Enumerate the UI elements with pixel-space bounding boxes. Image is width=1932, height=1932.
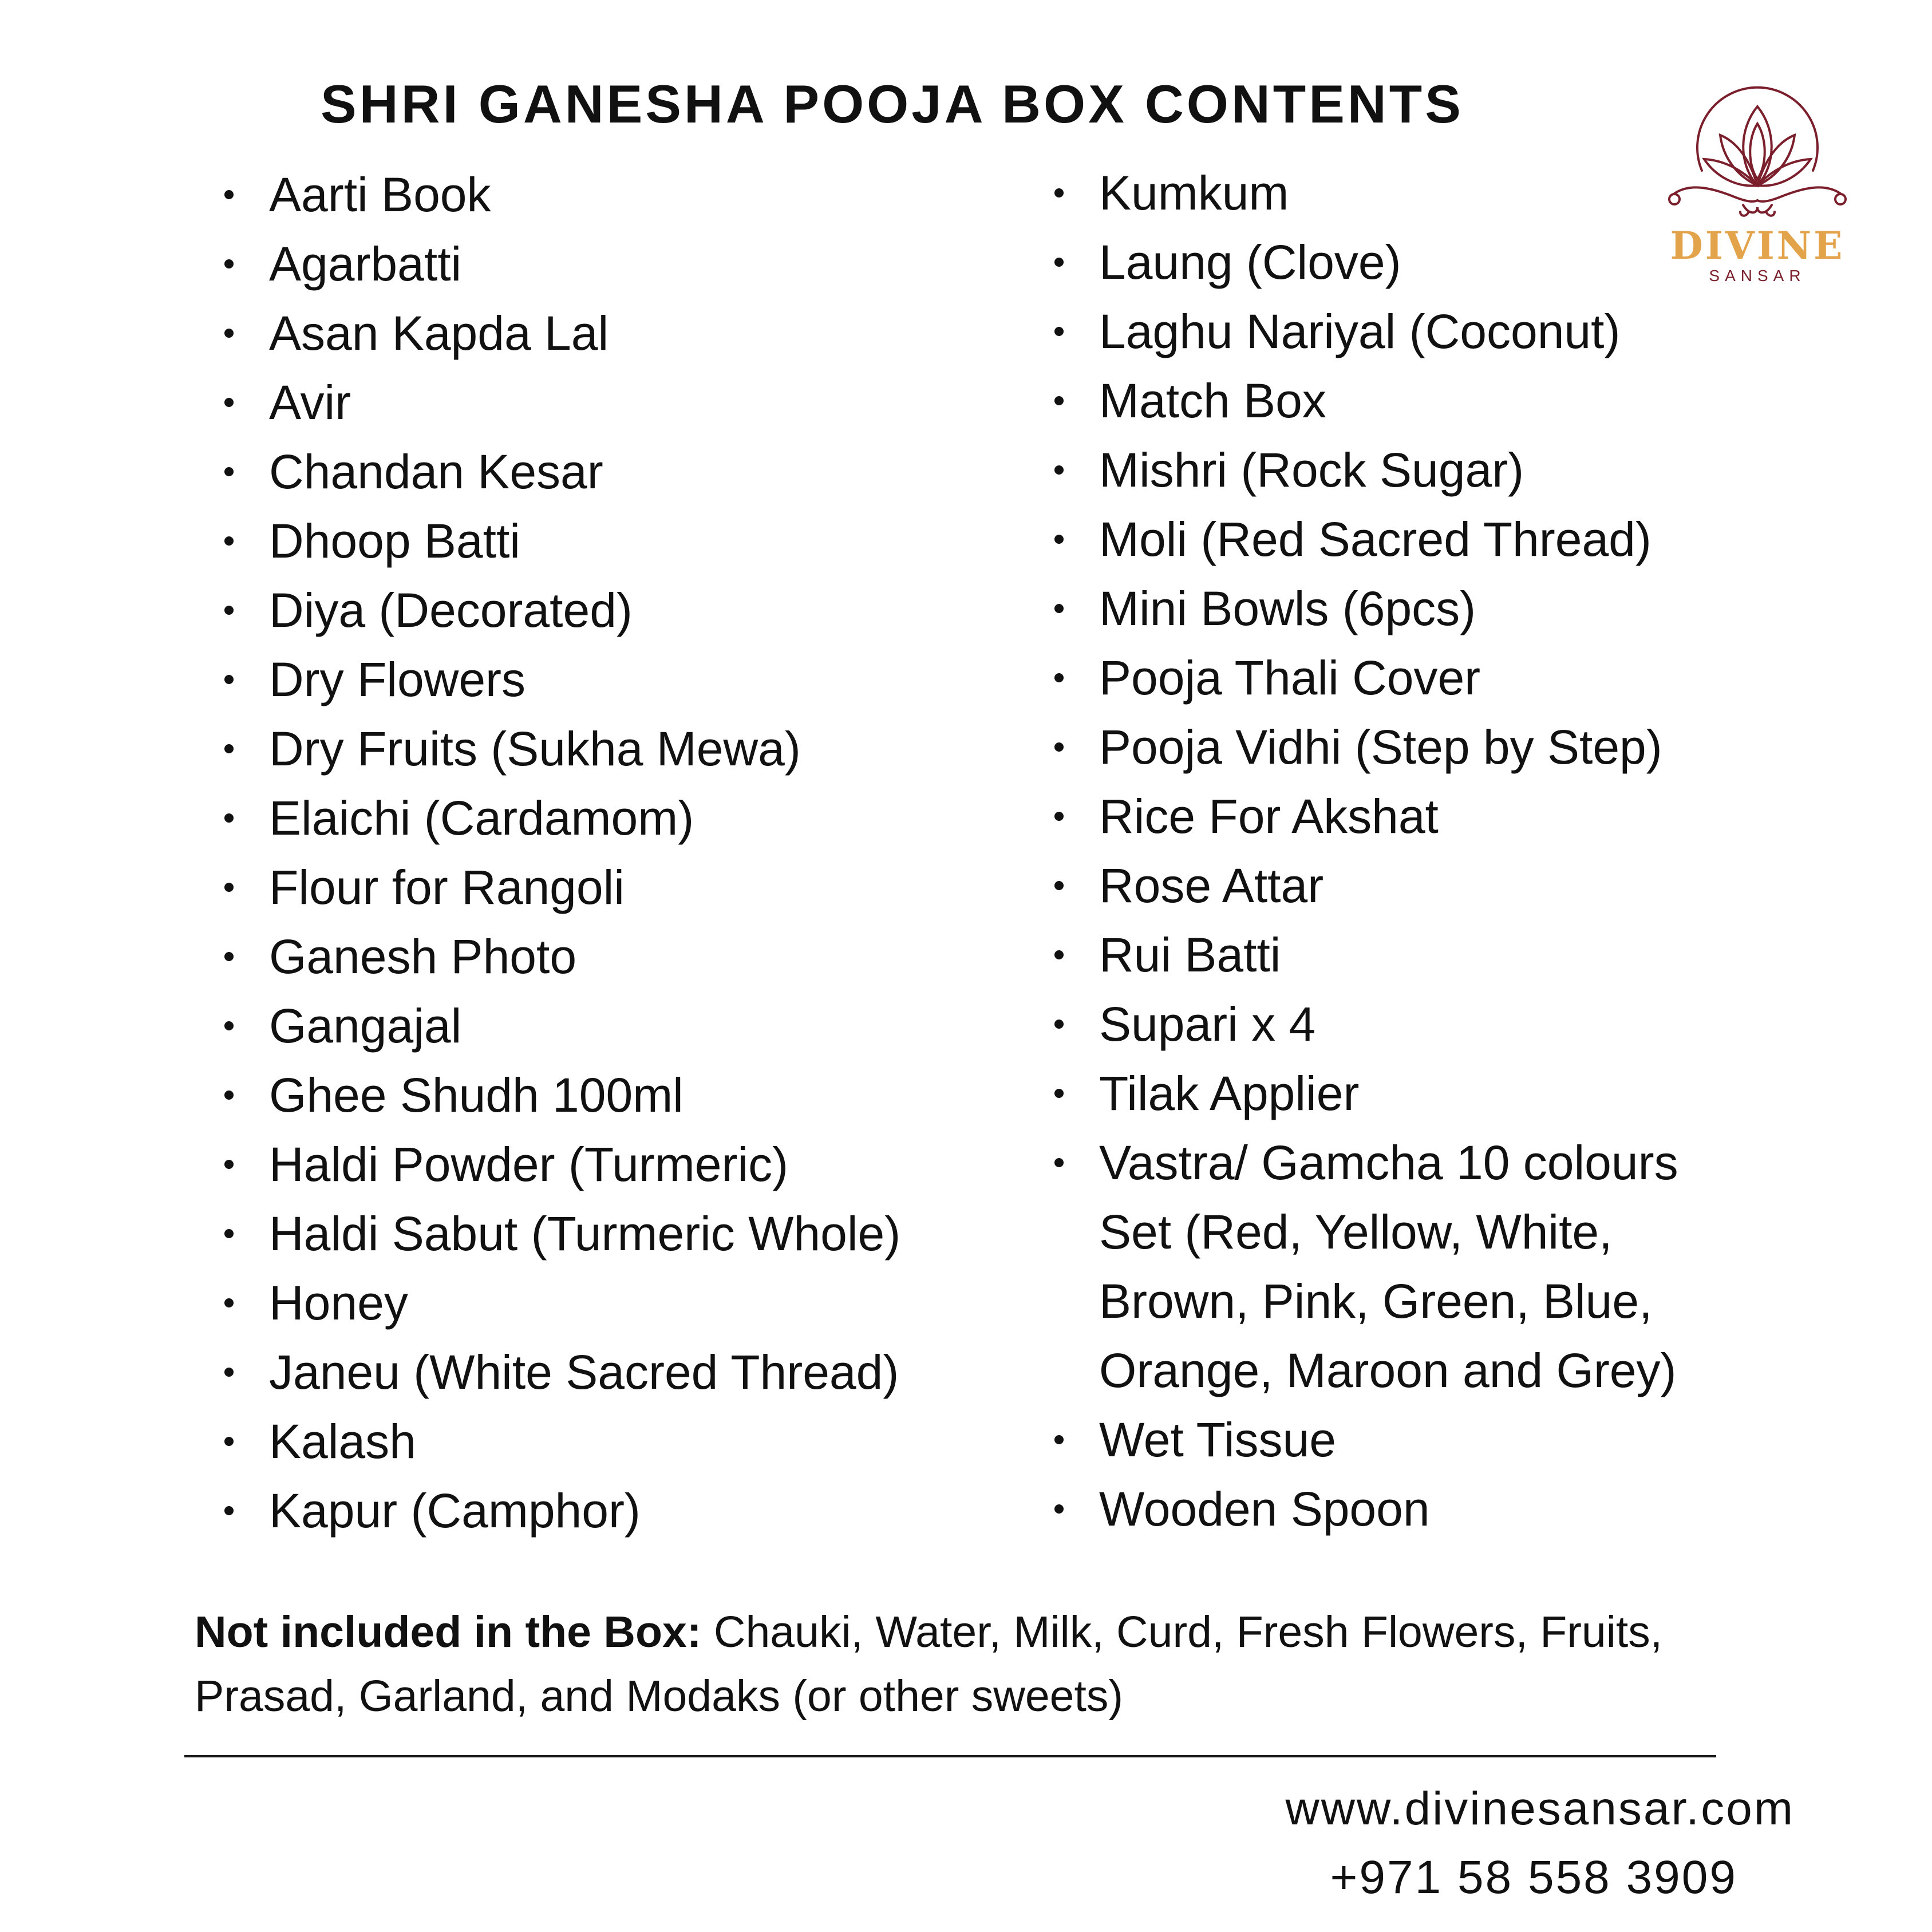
list-item: Dry Fruits (Sukha Mewa) — [223, 714, 1025, 784]
list-item: Asan Kapda Lal — [223, 299, 1025, 368]
contact-info — [1286, 1775, 1795, 1912]
list-item: Kalash — [223, 1407, 1025, 1476]
list-item: Kapur (Camphor) — [223, 1476, 1025, 1546]
list-item: Gangajal — [223, 991, 1025, 1061]
list-item: Pooja Vidhi (Step by Step) — [1053, 713, 1712, 782]
list-item: Rice For Akshat — [1053, 782, 1712, 851]
divider — [184, 1755, 1716, 1757]
list-item: Elaichi (Cardamom) — [223, 784, 1025, 853]
list-item: Kumkum — [1053, 159, 1712, 228]
list-item: Ghee Shudh 100ml — [223, 1061, 1025, 1130]
list-item: Pooja Thali Cover — [1053, 643, 1712, 713]
contents-list-right — [1053, 159, 1712, 1544]
list-item: Supari x 4 — [1053, 990, 1712, 1059]
list-item: Aarti Book — [223, 160, 1025, 230]
list-item: Laghu Nariyal (Coconut) — [1053, 297, 1712, 366]
list-item: Avir — [223, 368, 1025, 437]
list-item: Agarbatti — [223, 230, 1025, 299]
list-item: Laung (Clove) — [1053, 228, 1712, 297]
list-item: Ganesh Photo — [223, 922, 1025, 991]
list-item: Rui Batti — [1053, 920, 1712, 990]
not-included-text: Chauki, Water, Milk, Curd, Fresh Flowers, Fruits, Prasad, Garland, and Modaks (or other sweets) — [195, 1607, 1663, 1721]
list-item: Wet Tissue — [1053, 1405, 1712, 1475]
list-item: Rose Attar — [1053, 851, 1712, 920]
website-link[interactable]: www.divinesansar.com — [1285, 1783, 1795, 1835]
contents-list-left — [223, 160, 1025, 1546]
list-item: Tilak Applier — [1053, 1059, 1712, 1128]
list-item: Flour for Rangoli — [223, 853, 1025, 922]
brand-name: DIVINE — [1670, 223, 1845, 268]
list-item: Chandan Kesar — [223, 437, 1025, 507]
list-item: Mini Bowls (6pcs) — [1053, 574, 1712, 643]
list-item: Haldi Sabut (Turmeric Whole) — [223, 1199, 1025, 1269]
not-included-note — [195, 1600, 1797, 1728]
not-included-label: Not included in the Box: — [195, 1607, 702, 1657]
list-item: Vastra/ Gamcha 10 colours Set (Red, Yellow, White, Brown, Pink, Green, Blue, Orange, Maroon and Grey) — [1053, 1128, 1712, 1405]
list-item: Dry Flowers — [223, 645, 1025, 714]
list-item: Honey — [223, 1269, 1025, 1338]
list-item: Dhoop Batti — [223, 507, 1025, 576]
list-item: Match Box — [1053, 366, 1712, 436]
list-item: Janeu (White Sacred Thread) — [223, 1338, 1025, 1407]
list-item: Moli (Red Sacred Thread) — [1053, 505, 1712, 574]
list-item: Haldi Powder (Turmeric) — [223, 1130, 1025, 1199]
brand-subtitle: SANSAR — [1709, 267, 1806, 285]
phone-number: +971 58 558 3909 — [1330, 1851, 1737, 1903]
list-item: Diya (Decorated) — [223, 576, 1025, 645]
list-item: Mishri (Rock Sugar) — [1053, 436, 1712, 505]
page-title: SHRI GANESHA POOJA BOX CONTENTS — [321, 74, 1464, 134]
list-item: Wooden Spoon — [1053, 1475, 1712, 1544]
